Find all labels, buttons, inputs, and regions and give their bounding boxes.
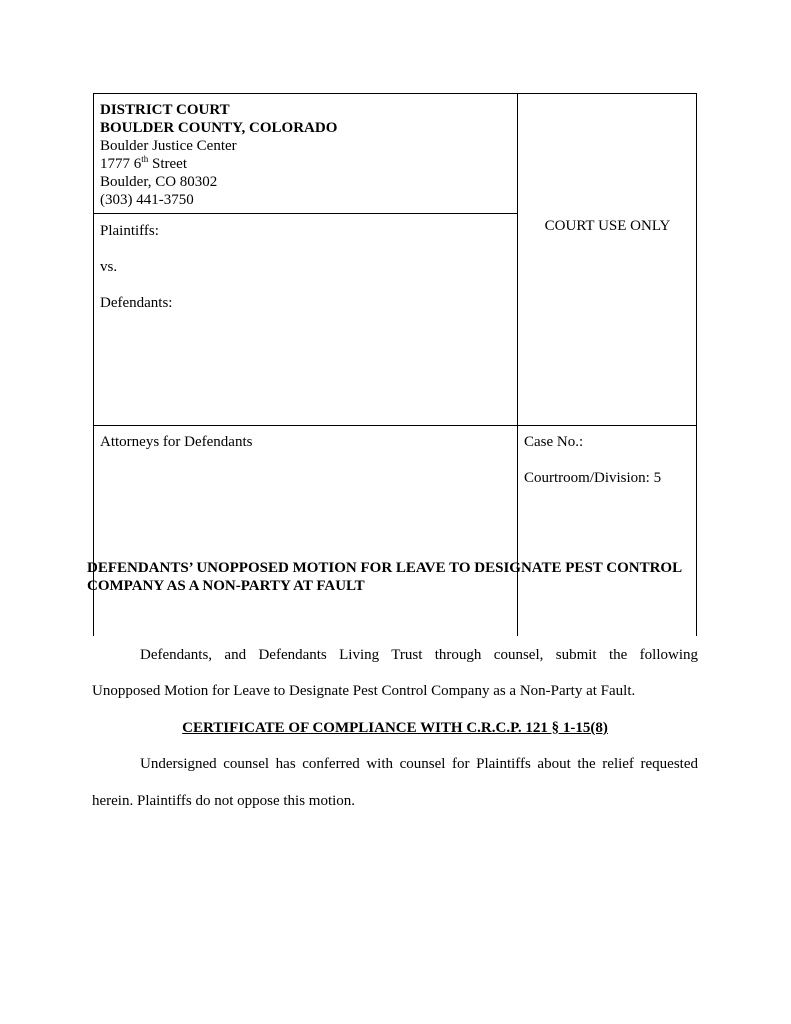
plaintiffs-label: Plaintiffs: bbox=[100, 223, 159, 239]
intro-paragraph-line-2: Unopposed Motion for Leave to Designate Pest Control Company as a Non-Party at Fault. bbox=[92, 683, 636, 699]
case-number-label: Case No.: bbox=[524, 434, 584, 450]
street-name: Street bbox=[148, 156, 188, 172]
caption-border-left bbox=[93, 93, 94, 636]
caption-border-top bbox=[93, 93, 697, 94]
court-city: Boulder, CO 80302 bbox=[100, 174, 218, 190]
court-name: DISTRICT COURT bbox=[100, 102, 230, 118]
courtroom-division: Courtroom/Division: 5 bbox=[524, 470, 662, 486]
parties-divider bbox=[93, 425, 697, 426]
attorneys-label: Attorneys for Defendants bbox=[100, 434, 253, 450]
conferral-paragraph-line-1: Undersigned counsel has conferred with counsel for Plaintiffs about the relief requested bbox=[140, 756, 698, 772]
certificate-heading: CERTIFICATE OF COMPLIANCE WITH C.R.C.P. 121 § 1-15(8) bbox=[182, 720, 608, 736]
conferral-paragraph-line-2: herein. Plaintiffs do not oppose this motion. bbox=[92, 793, 356, 809]
caption-border-right bbox=[696, 93, 697, 636]
court-info-divider bbox=[93, 213, 518, 214]
court-phone: (303) 441-3750 bbox=[100, 192, 194, 208]
street-number: 1777 6 bbox=[100, 156, 142, 172]
court-building: Boulder Justice Center bbox=[100, 138, 237, 154]
intro-paragraph-line-1: Defendants, and Defendants Living Trust through counsel, submit the following bbox=[140, 647, 698, 663]
vs-label: vs. bbox=[100, 259, 118, 275]
street-ordinal: th bbox=[141, 154, 149, 164]
defendants-label: Defendants: bbox=[100, 295, 173, 311]
document-title-line-2: COMPANY AS A NON-PARTY AT FAULT bbox=[87, 578, 365, 594]
caption-divider-vertical bbox=[517, 93, 518, 636]
court-county: BOULDER COUNTY, COLORADO bbox=[100, 120, 338, 136]
court-use-only-label: COURT USE ONLY bbox=[544, 218, 671, 234]
document-title-line-1: DEFENDANTS’ UNOPPOSED MOTION FOR LEAVE TO DESIGNATE PEST CONTROL bbox=[87, 560, 683, 576]
court-street bbox=[100, 155, 187, 173]
